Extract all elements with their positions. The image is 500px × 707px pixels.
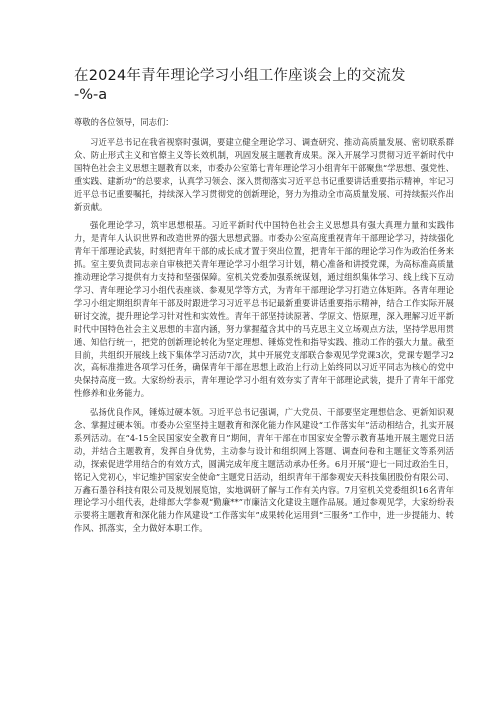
paragraph-3: 弘扬优良作风，锤炼过硬本领。习近平总书记强调，广大党员、干部要坚定理想信念、更新知识观念、掌握过硬本领。市委办公室坚持主题教育和深化能力作风建设“工作落实年”活动相结合，扎实开展系列活动。在“4-15全民国家安全教育日”期间，青年干部在市国家安全警示教育基地开展主题党日活动，并结合主题教育，发挥自身优势，主动参与设计和组织网上答题、调查问卷和主题征文等系列活动，探索促进学用结合的有效方式，圆满完成年度主题活动承办任务。6月开展“迎七一同过政治生日，铭记入党初心，牢记维护国家安全使命”主题党日活动，组织青年干部参观安天科技集团股份有限公司、万鑫石墨谷科技有限公司及规划展览馆，实地调研了解与工作有关内容。7月室机关党委组织16名青年理论学习小组代表，赴绯郎大学参观“勤廉**”市廉洁文化建设主题作品展。通过参观见学，大家纷纷表示要将主题教育和深化能力作风建设“工作落实年”成果转化运用到“三服务”工作中，进一步提能力、转作风、抓落实，全力做好本职工作。 <box>74 407 454 534</box>
salutation: 尊敬的各位领导，同志们： <box>74 117 174 127</box>
paragraph-2: 强化理论学习，筑牢思想根基。习近平新时代中国特色社会主义思想具有强大真理力量和实践伟力，是青年人认识世界和改造世界的强大思想武器。市委办公室高度重视青年干部理论学习，持续强化青年干部理论武装，时刻把青年干部的成长成才置于突出位置，把青年干部的理论学习作为政治任务来抓。室主要负责同志亲自审核把关青年理论学习小组学习计划，精心准备和讲授党课，为高标准高质量推动理论学习提供有力支持和坚强保障。室机关党委加强系统谋划，通过组织集体学习、线上线下互动学习、青年理论学习小组代表座谈、参观见学等方式，为青年干部理论学习打造立体矩阵。各青年理论学习小组定期组织青年干部及时跟进学习习近平总书记最新重要讲话重要指示精神，结合工作实际开展研讨交流，提升理论学习针对性和实效性。青年干部坚持读原著、学原文、悟原理，深入理解习近平新时代中国特色社会主义思想的丰富内涵，努力掌握蕴含其中的马克思主义立场观点方法，坚持学思用贯通、知信行统一，把党的创新理论转化为坚定理想、锤炼党性和指导实践、推动工作的强大力量。截至目前，共组织开展线上线下集体学习活动7次，其中开展党支部联合参观见学党课3次，党课专题学习2次，高标准推进各项学习任务，确保青年干部在思想上政治上行动上始终同以习近平同志为核心的党中央保持高度一致。大家纷纷表示，青年理论学习小组有效夯实了青年干部理论武装，提升了青年干部党性修养和业务能力。 <box>74 220 454 399</box>
document-title: 在2024年青年理论学习小组工作座谈会上的交流发 <box>74 68 406 84</box>
document-subtitle: -%-a <box>74 87 108 103</box>
paragraph-1: 习近平总书记在我省视察时强调，要建立健全理论学习、调查研究、推动高质量发展、密切联系群众、防止形式主义和官僚主义等长效机制，巩固发展主题教育成果。深入开展学习贯彻习近平新时代中国特色社会主义思想主题教育以来，市委办公室第七青年理论学习小组青年干部聚焦“学思想、强党性、重实践、建新功”的总要求，认真学习领会、深入贯彻落实习近平总书记重要讲话重要指示精神，牢记习近平总书记重要嘱托，持续深入学习贯彻党的创新理论，努力为推动全市高质量发展、可持续振兴作出新贡献。 <box>74 137 454 212</box>
